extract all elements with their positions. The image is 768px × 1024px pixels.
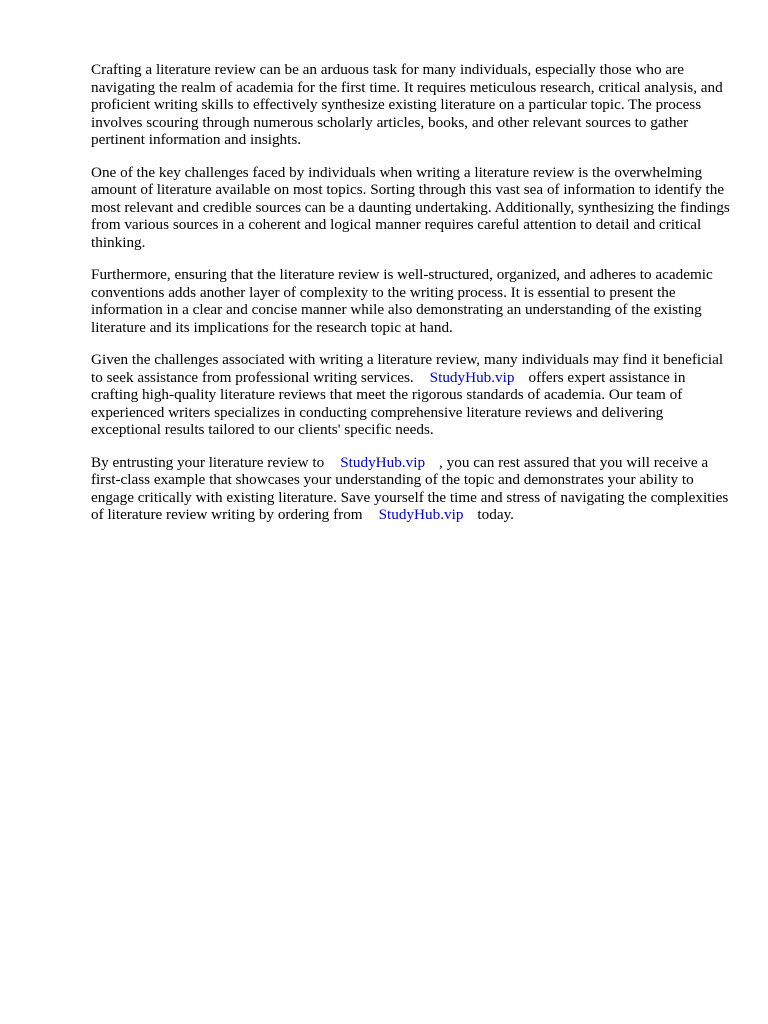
studyhub-link[interactable]: StudyHub.vip	[340, 453, 426, 471]
paragraph-3: Furthermore, ensuring that the literature review is well-structured, organized, and adheres to academic conventions adds another layer of complexity to the writing process. It is essential to present the information in a clear and concise manner while also demonstrating an understanding of the existing literature and its implications for the research topic at hand.	[91, 266, 713, 336]
document-page	[91, 61, 731, 539]
paragraph-4-text-before: Given the challenges associated with writing a literature review, many individuals may find it beneficial to seek assistance from professional writing services.	[91, 351, 724, 386]
studyhub-link[interactable]: StudyHub.vip	[378, 506, 464, 523]
paragraph-5-text-before: By entrusting your literature review to	[91, 453, 325, 471]
paragraph-5-text-middle: , you can rest assured that you will receive a first-class example that showcases your understanding of the topic and demonstrates your ability to engage critically with existing literature. Save yourself the time and stress of navigating the complexities of literature review writing by ordering from	[91, 453, 729, 523]
studyhub-link[interactable]: StudyHub.vip	[429, 368, 515, 386]
paragraph-4-text-after: offers expert assistance in crafting high-quality literature reviews that meet the rigorous standards of academia. Our team of experienced writers specializes in conducting comprehensive literature reviews and delivering exceptional results tailored to our clients' specific needs.	[91, 368, 686, 438]
paragraph-4	[91, 351, 731, 439]
paragraph-1: Crafting a literature review can be an arduous task for many individuals, especially those who are navigating the realm of academia for the first time. It requires meticulous research, critical analysis, and proficient writing skills to effectively synthesize existing literature on a particular topic. The process involves scouring through numerous scholarly articles, books, and other relevant sources to gather pertinent information and insights.	[91, 61, 723, 148]
paragraph-5	[91, 454, 731, 524]
paragraph-5-text-after: today.	[477, 506, 514, 523]
paragraph-2: One of the key challenges faced by individuals when writing a literature review is the overwhelming amount of literature available on most topics. Sorting through this vast sea of information to identify the most relevant and credible sources can be a daunting undertaking. Additionally, synthesizing the findings from various sources in a coherent and logical manner requires careful attention to detail and critical thinking.	[91, 163, 730, 251]
